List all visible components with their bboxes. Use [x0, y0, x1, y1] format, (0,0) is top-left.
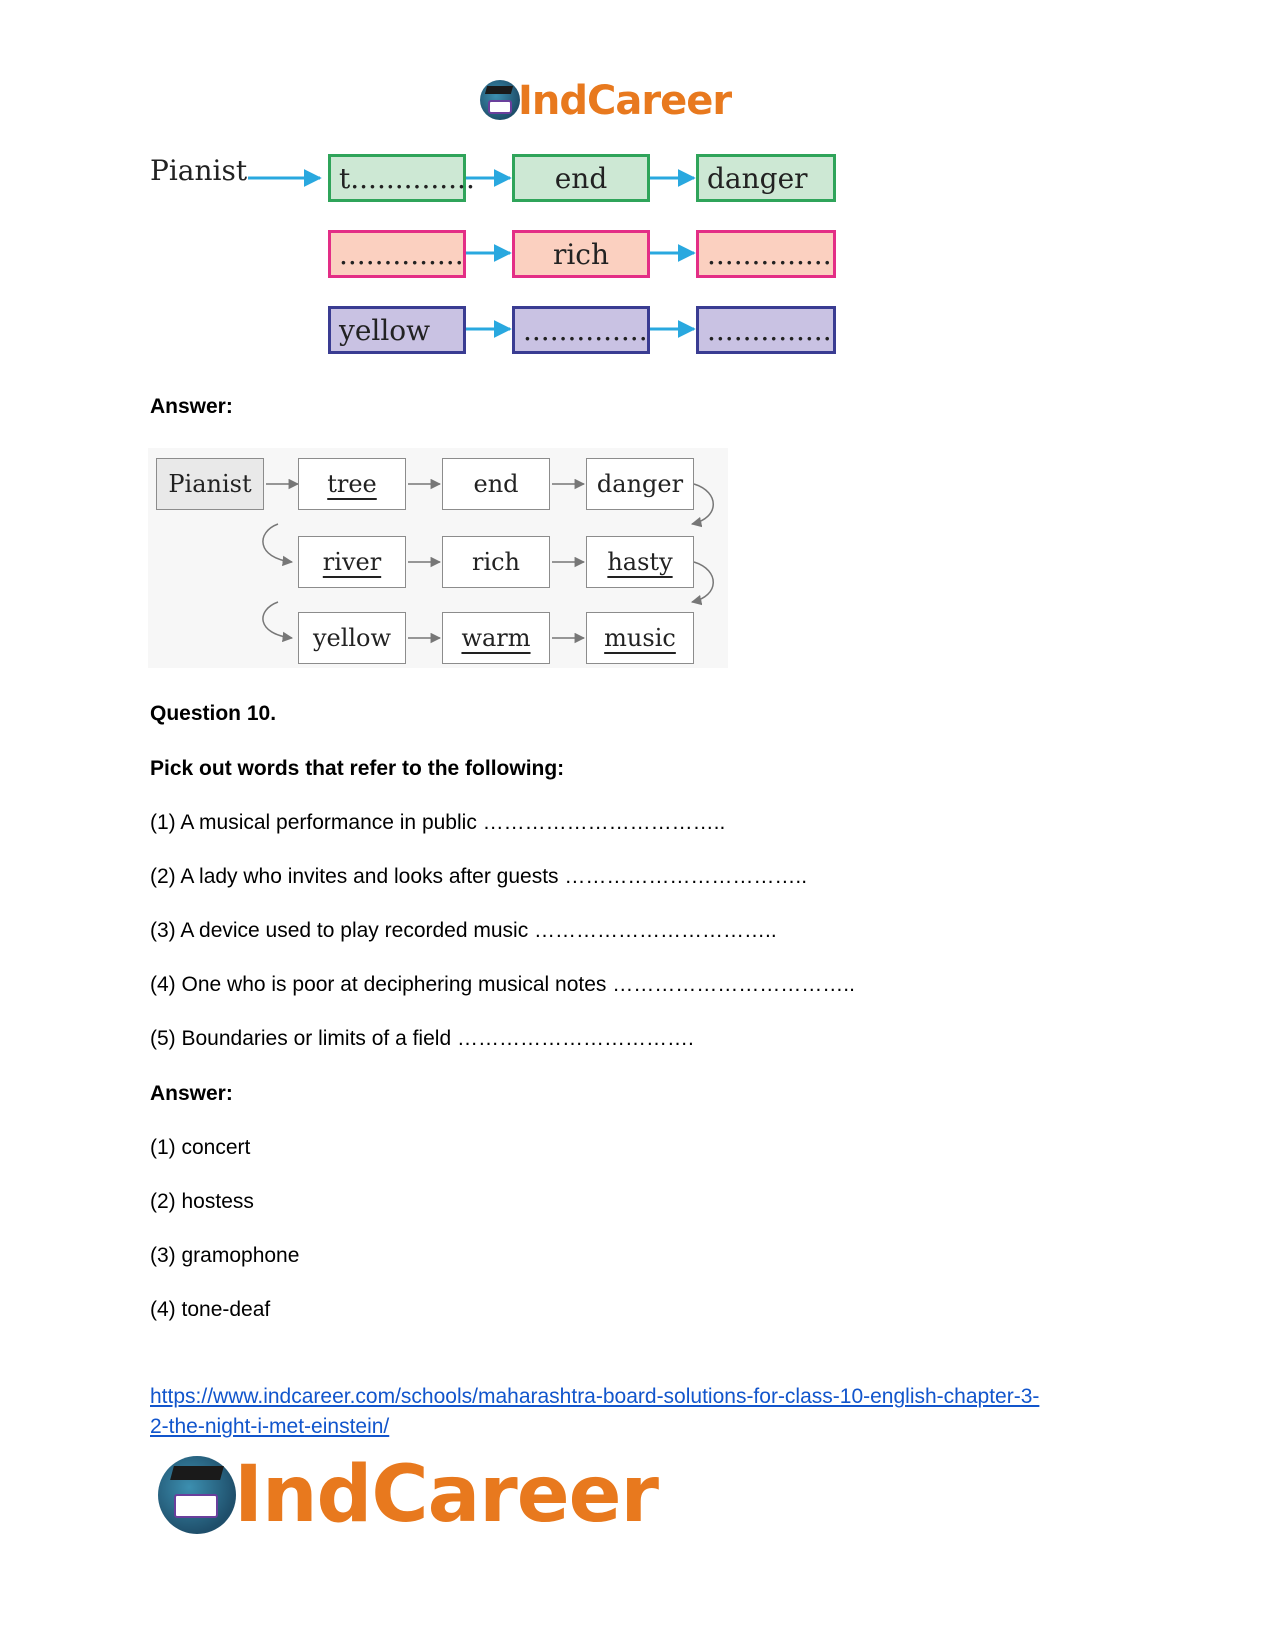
a-box-word: hasty: [607, 548, 673, 576]
a-box-r3c2: [442, 612, 550, 664]
q-box-r2c1: ..............: [328, 230, 466, 278]
question-item: (3) A device used to play recorded music ……………………………..: [150, 919, 777, 942]
source-link-line2[interactable]: 2-the-night-i-met-einstein/: [150, 1415, 390, 1438]
q-box-r3c2: ..............: [512, 306, 650, 354]
answer-label: Answer:: [150, 395, 233, 418]
a-box-word: warm: [461, 624, 531, 652]
q-box-r2c3: ..............: [696, 230, 836, 278]
question-item: (2) A lady who invites and looks after guests ……………………………..: [150, 865, 808, 888]
a-box-word: tree: [327, 470, 377, 498]
curve-arrow: [692, 484, 713, 524]
answer-label-2: Answer:: [150, 1082, 233, 1105]
q-box-r3c1: yellow: [328, 306, 466, 354]
q-box-r1c3: danger: [696, 154, 836, 202]
a-box-r1c1: [298, 458, 406, 510]
diagram-start-label: Pianist: [150, 154, 248, 187]
q-box-r2c2: rich: [512, 230, 650, 278]
a-box-word: rich: [471, 548, 521, 576]
a-box-word: end: [473, 470, 519, 498]
answer-item: (4) tone-deaf: [150, 1298, 271, 1321]
logo-globe-icon: [158, 1456, 236, 1534]
a-box-r3c1: [298, 612, 406, 664]
answer-start-label: Pianist: [168, 470, 252, 498]
question-item: (1) A musical performance in public ……………………………..: [150, 811, 726, 834]
logo-text: IndCareer: [518, 78, 732, 124]
a-box-r1c3: [586, 458, 694, 510]
a-box-r2c1: [298, 536, 406, 588]
curve-arrow: [263, 602, 292, 638]
answer-item: (2) hostess: [150, 1190, 254, 1213]
a-box-word: yellow: [312, 624, 392, 652]
a-box-word: danger: [596, 470, 684, 498]
source-link[interactable]: [150, 1382, 1150, 1442]
a-box-r3c3: [586, 612, 694, 664]
curve-arrow: [263, 524, 292, 562]
a-box-r1c2: [442, 458, 550, 510]
answer-item: (3) gramophone: [150, 1244, 300, 1267]
source-link-line1[interactable]: https://www.indcareer.com/schools/maharashtra-board-solutions-for-class-10-english-chapter-3-: [150, 1385, 1040, 1408]
question-item: (5) Boundaries or limits of a field …………………………….: [150, 1027, 694, 1050]
q-box-r1c1: t..............: [328, 154, 466, 202]
question-prompt: Pick out words that refer to the following:: [150, 757, 565, 780]
answer-diagram: [148, 448, 728, 668]
a-box-word: music: [604, 624, 676, 652]
a-box-r2c3: [586, 536, 694, 588]
q-box-r1c2: end: [512, 154, 650, 202]
curve-arrow: [692, 562, 713, 602]
logo-text: IndCareer: [234, 1450, 658, 1540]
question-item: (4) One who is poor at deciphering musical notes ……………………………..: [150, 973, 855, 996]
a-box-r2c2: [442, 536, 550, 588]
footer-logo: [158, 1450, 698, 1540]
a-box-word: river: [322, 548, 382, 576]
question-diagram: [0, 0, 1275, 360]
answer-item: (1) concert: [150, 1136, 251, 1159]
answer-start-box: [156, 458, 264, 510]
question-title: Question 10.: [150, 702, 277, 725]
q-box-r3c3: ..............: [696, 306, 836, 354]
